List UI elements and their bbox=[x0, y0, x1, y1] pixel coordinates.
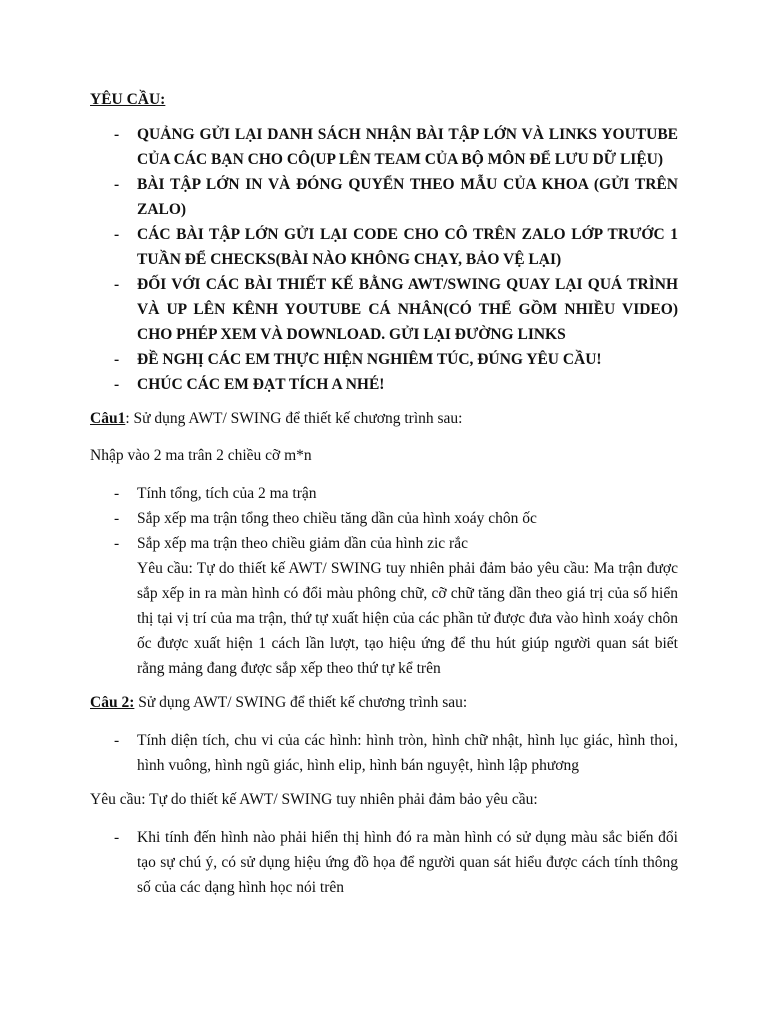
cau2-req-text: Khi tính đến hình nào phải hiển thị hình đó ra màn hình có sử dụng màu sắc biến đổi tạo sự chú ý, có sử dụng hiệu ứng đồ họa để người quan sát hiểu được cách tính thông số của các dạng hình học nói trên bbox=[137, 829, 678, 896]
cau2-req-list bbox=[90, 825, 678, 900]
bullet-dash: - bbox=[114, 376, 120, 393]
bullet-dash: - bbox=[114, 732, 120, 749]
cau2-task-item bbox=[90, 728, 678, 778]
requirement-item bbox=[90, 347, 678, 372]
cau2-label: Câu 2: bbox=[90, 694, 135, 711]
cau2-intro bbox=[90, 691, 678, 715]
requirements-list bbox=[90, 122, 678, 397]
cau1-task-item bbox=[90, 481, 678, 506]
cau1-intro bbox=[90, 407, 678, 431]
requirement-item bbox=[90, 122, 678, 172]
bullet-dash: - bbox=[114, 535, 120, 552]
requirement-text: BÀI TẬP LỚN IN VÀ ĐÓNG QUYỂN THEO MẪU CỦA KHOA (GỬI TRÊN ZALO) bbox=[137, 176, 678, 218]
requirement-item bbox=[90, 222, 678, 272]
bullet-dash: - bbox=[114, 226, 120, 243]
cau1-task-list bbox=[90, 481, 678, 556]
cau1-label: Câu1 bbox=[90, 410, 126, 427]
cau2-task-text: Tính diện tích, chu vi của các hình: hình tròn, hình chữ nhật, hình lục giác, hình thoi, hình vuông, hình ngũ giác, hình elip, hình bán nguyệt, hình lập phương bbox=[137, 732, 678, 774]
requirement-item bbox=[90, 372, 678, 397]
bullet-dash: - bbox=[114, 485, 120, 502]
cau1-requirement: Yêu cầu: Tự do thiết kế AWT/ SWING tuy nhiên phải đảm bảo yêu cầu: Ma trận được sắp xếp in ra màn hình có đổi màu phông chữ, cỡ chữ tăng dần theo giá trị của số hiển thị tại vị trí của ma trận, thứ tự xuất hiện của các phần tử được đưa vào hình xoáy chôn ốc được xuất hiện 1 cách lần lượt, tạo hiệu ứng để thu hút giúp người quan sát biết rằng mảng đang được sắp xếp theo thứ tự kể trên bbox=[137, 560, 678, 677]
requirements-heading: YÊU CẦU: bbox=[90, 91, 166, 108]
bullet-dash: - bbox=[114, 276, 120, 293]
cau2-req-item bbox=[90, 825, 678, 900]
bullet-dash: - bbox=[114, 351, 120, 368]
bullet-dash: - bbox=[114, 126, 120, 143]
document-page bbox=[90, 88, 678, 900]
bullet-dash: - bbox=[114, 176, 120, 193]
cau2-intro-text: Sử dụng AWT/ SWING để thiết kế chương trình sau: bbox=[134, 694, 468, 711]
cau2-task-list bbox=[90, 728, 678, 778]
requirement-item bbox=[90, 172, 678, 222]
bullet-dash: - bbox=[114, 829, 120, 846]
requirement-item bbox=[90, 272, 678, 347]
cau2-requirement: Yêu cầu: Tự do thiết kế AWT/ SWING tuy nhiên phải đảm bảo yêu cầu: bbox=[90, 791, 538, 808]
bullet-dash: - bbox=[114, 510, 120, 527]
cau1-task-text: Tính tổng, tích của 2 ma trận bbox=[137, 485, 317, 502]
cau1-task-text: Sắp xếp ma trận tổng theo chiều tăng dần của hình xoáy chôn ốc bbox=[137, 510, 537, 527]
requirement-text: ĐỐI VỚI CÁC BÀI THIẾT KẾ BẰNG AWT/SWING QUAY LẠI QUÁ TRÌNH VÀ UP LÊN KÊNH YOUTUBE CÁ NHÂN(CÓ THỂ GỒM NHIỀU VIDEO) CHO PHÉP XEM VÀ DOWNLOAD. GỬI LẠI ĐƯỜNG LINKS bbox=[137, 276, 678, 343]
cau1-input-line: Nhập vào 2 ma trân 2 chiều cỡ m*n bbox=[90, 447, 312, 464]
cau1-intro-text: : Sử dụng AWT/ SWING để thiết kế chương trình sau: bbox=[125, 410, 463, 427]
requirement-text: QUẢNG GỬI LẠI DANH SÁCH NHẬN BÀI TẬP LỚN VÀ LINKS YOUTUBE CỦA CÁC BẠN CHO CÔ(UP LÊN TEAM CỦA BỘ MÔN ĐỂ LƯU DỮ LIỆU) bbox=[137, 126, 678, 168]
cau1-task-item bbox=[90, 531, 678, 556]
requirement-text: ĐỀ NGHỊ CÁC EM THỰC HIỆN NGHIÊM TÚC, ĐÚNG YÊU CẦU! bbox=[137, 351, 602, 368]
requirement-text: CHÚC CÁC EM ĐẠT TÍCH A NHÉ! bbox=[137, 376, 385, 393]
cau1-task-item bbox=[90, 506, 678, 531]
cau1-task-text: Sắp xếp ma trận theo chiều giảm dần của hình zic rắc bbox=[137, 535, 468, 552]
requirement-text: CÁC BÀI TẬP LỚN GỬI LẠI CODE CHO CÔ TRÊN ZALO LỚP TRƯỚC 1 TUẦN ĐỂ CHECKS(BÀI NÀO KHÔNG CHẠY, BẢO VỆ LẠI) bbox=[137, 226, 678, 268]
